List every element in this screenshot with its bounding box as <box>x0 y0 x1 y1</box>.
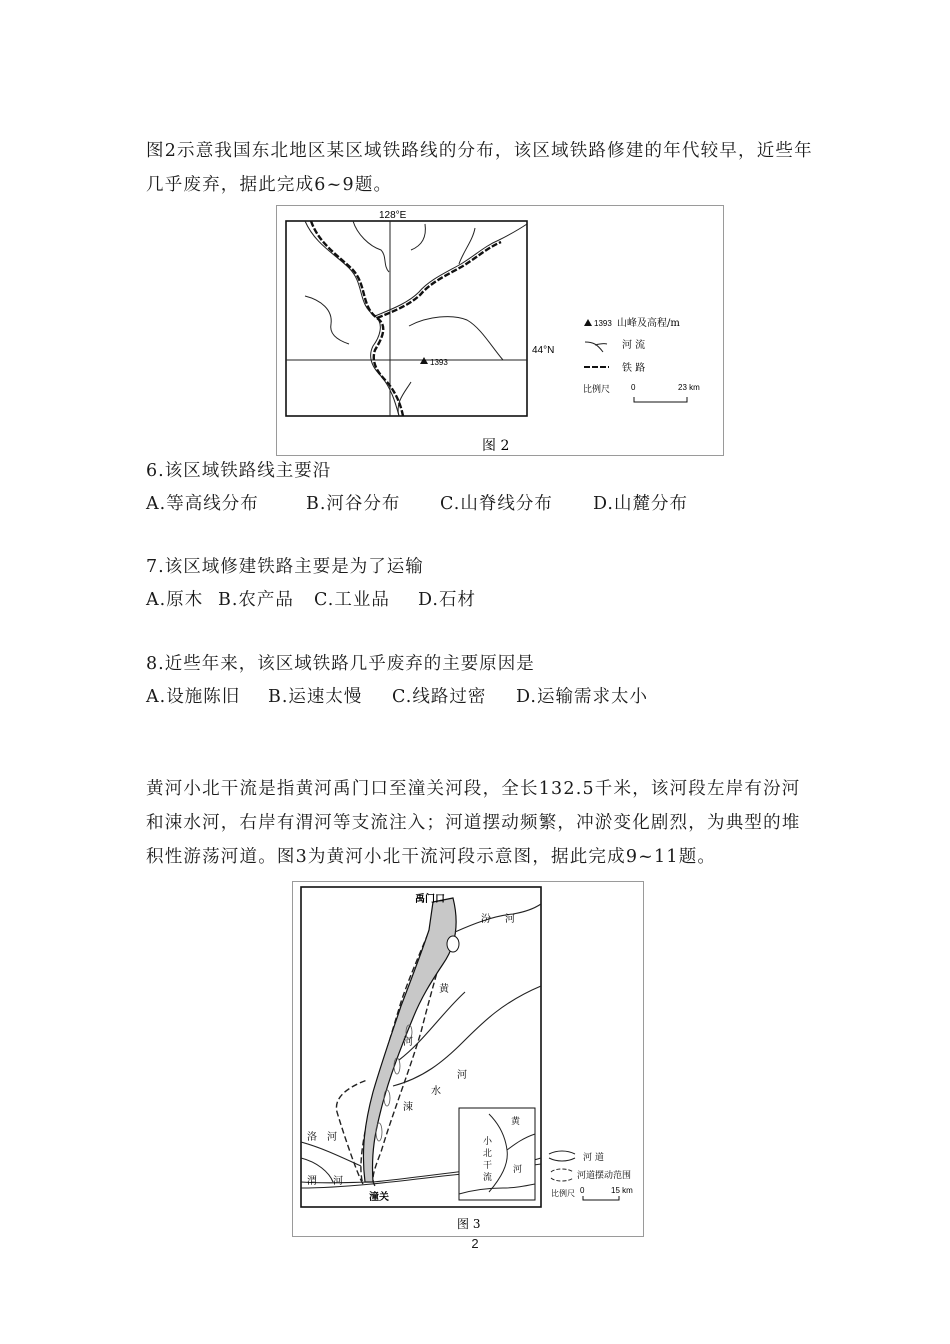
sandbar <box>447 936 459 952</box>
q8-option-c: C.线路过密 <box>392 687 487 707</box>
q6-option-a: A.等高线分布 <box>146 494 259 514</box>
svg-text:流: 流 <box>483 1173 493 1183</box>
question-7-options <box>146 586 476 611</box>
page-number: 2 <box>471 1236 479 1251</box>
question-7-stem: 7.该区域修建铁路主要是为了运输 <box>146 557 424 577</box>
svg-text:小: 小 <box>483 1137 493 1147</box>
legend-river-text: 河 流 <box>622 340 646 351</box>
q8-option-b: B.运速太慢 <box>268 687 363 707</box>
question-6-stem: 6.该区域铁路线主要沿 <box>146 461 332 481</box>
q6-option-b: B.河谷分布 <box>306 494 401 514</box>
scale-bar <box>634 397 687 402</box>
map-frame <box>286 221 527 416</box>
svg-text:1393: 1393 <box>594 319 612 328</box>
svg-text:23 km: 23 km <box>678 383 700 392</box>
q8-option-a: A.设施陈旧 <box>146 687 241 707</box>
figure-3 <box>292 881 644 1237</box>
figure-2 <box>276 205 724 456</box>
svg-text:0: 0 <box>631 383 636 392</box>
svg-text:黄: 黄 <box>511 1117 521 1127</box>
q7-option-d: D.石材 <box>418 590 476 610</box>
svg-text:河: 河 <box>403 1037 413 1048</box>
svg-text:涑: 涑 <box>403 1102 413 1113</box>
svg-text:0: 0 <box>580 1186 585 1195</box>
scale-bar <box>583 1196 619 1200</box>
question-8-options <box>146 683 648 708</box>
svg-text:北: 北 <box>483 1149 493 1159</box>
svg-text:干: 干 <box>483 1161 493 1171</box>
q6-option-c: C.山脊线分布 <box>440 494 553 514</box>
svg-text:河: 河 <box>327 1132 337 1143</box>
q7-option-b: B.农产品 <box>218 590 294 610</box>
legend-channel-icon <box>549 1151 575 1161</box>
q6-option-d: D.山麓分布 <box>593 494 688 514</box>
svg-text:洛: 洛 <box>307 1132 317 1143</box>
legend-channel-text: 河 道 <box>583 1153 604 1163</box>
latitude-label: 44°N <box>532 345 555 356</box>
legend-swing-icon <box>551 1169 573 1181</box>
svg-text:渭: 渭 <box>307 1176 317 1187</box>
longitude-label: 128°E <box>379 210 407 221</box>
intro-paragraph-1: 图2示意我国东北地区某区域铁路线的分布，该区域铁路修建的年代较早，近些年几乎废弃，据此完成6~9题。 <box>146 141 813 195</box>
label-yumenkou: 禹门口 <box>415 894 445 905</box>
q7-option-c: C.工业品 <box>314 590 390 610</box>
figure-3-caption: 图 3 <box>457 1217 481 1231</box>
svg-text:黄: 黄 <box>439 984 449 995</box>
legend-rail-text: 铁 路 <box>622 363 646 374</box>
question-6-options <box>146 490 688 515</box>
q7-option-a: A.原木 <box>146 590 204 610</box>
intro-paragraph-2: 黄河小北干流是指黄河禹门口至潼关河段，全长132.5千米，该河段左岸有汾河和涑水河，右岸有渭河等支流注入；河道摆动频繁，冲淤变化剧烈，为典型的堆积性游荡河道。图3为黄河小北干流河段示意图，据此完成9~11题。 <box>146 779 801 867</box>
svg-text:水: 水 <box>431 1086 441 1097</box>
svg-text:汾: 汾 <box>481 914 491 925</box>
railway <box>311 221 501 416</box>
question-8-stem: 8.近些年来，该区域铁路几乎废弃的主要原因是 <box>146 654 535 674</box>
figure-2-caption: 图 2 <box>482 438 510 454</box>
svg-text:河: 河 <box>333 1176 343 1187</box>
rivers <box>305 221 527 416</box>
peak-label: 1393 <box>430 358 448 367</box>
svg-text:河: 河 <box>457 1070 467 1081</box>
legend-river-icon <box>585 342 607 352</box>
svg-text:比例尺: 比例尺 <box>551 1189 575 1198</box>
svg-text:河: 河 <box>513 1165 523 1175</box>
svg-text:河: 河 <box>505 914 515 925</box>
legend-peak-text: 山峰及高程/m <box>617 318 680 329</box>
label-tongguan: 潼关 <box>369 1192 389 1203</box>
svg-text:15 km: 15 km <box>611 1186 633 1195</box>
legend-scale-label: 比例尺 <box>583 385 611 395</box>
q8-option-d: D.运输需求太小 <box>516 687 648 707</box>
legend-peak-icon <box>584 319 592 326</box>
legend-swing-text: 河道摆动范围 <box>577 1171 632 1181</box>
